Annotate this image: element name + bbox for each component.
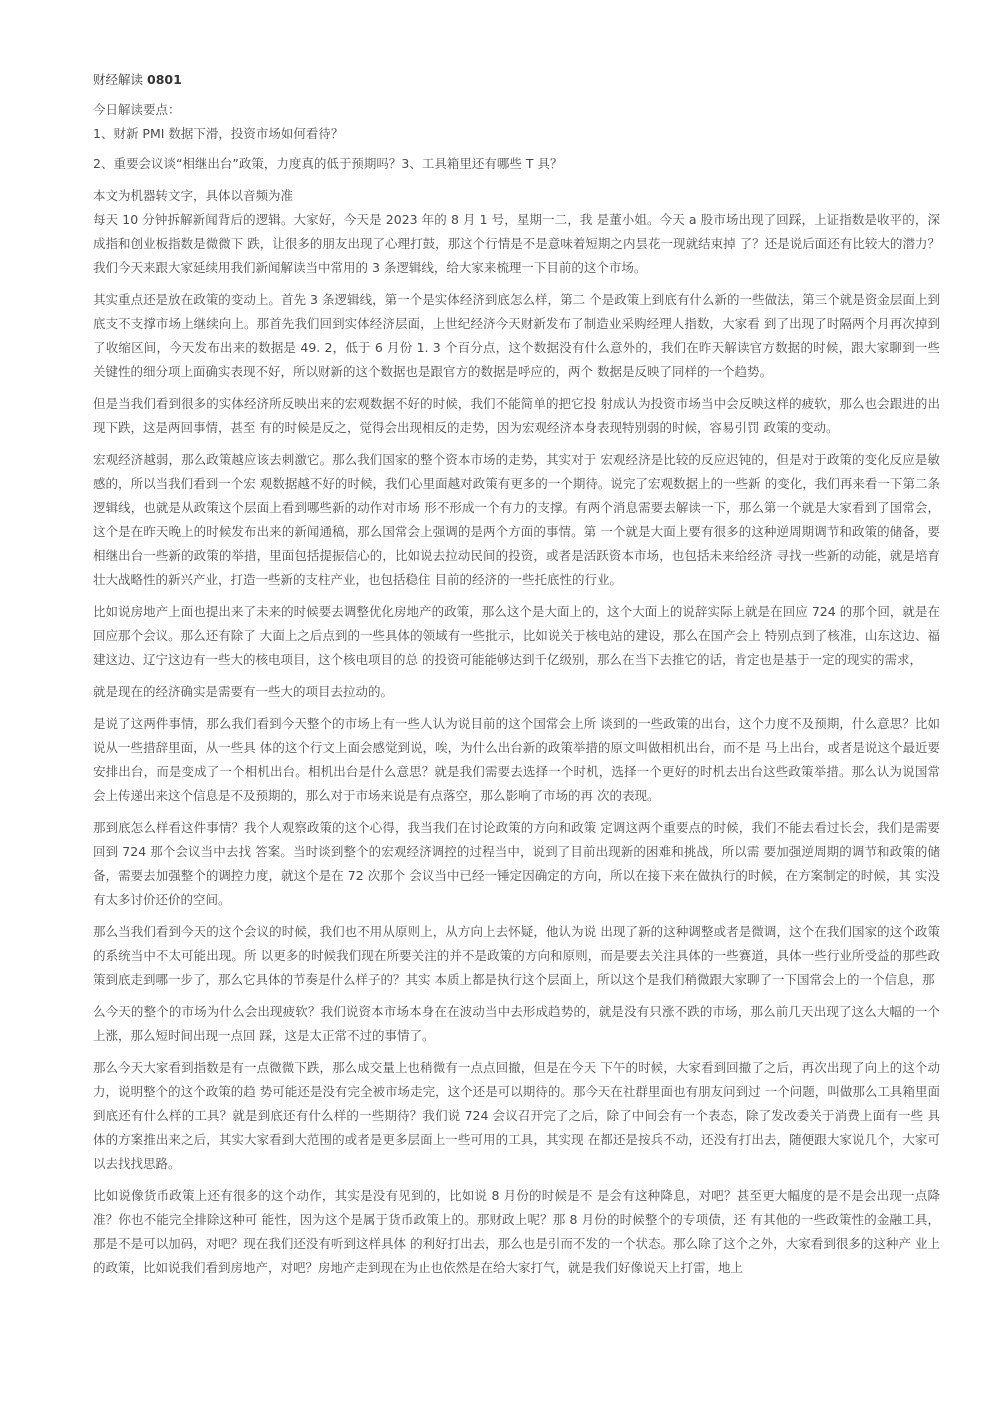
paragraph: 比如说房地产上面也提出来了未来的时候要去调整优化房地产的政策，那么这个是大面上的，这个大面上的说辞实际上就是在回应 724 的那个回，就是在回应那个会议。那么还有除了 大面上之后点到的一些具体的领域有一些批示，比如说关于核电站的建设，那么在国产会上 特别点到了核准，山东这边、福建这边、辽宁这边有一些大的核电项目，这个核电项目的总 的投资可能能够达到千亿级别，那么在当下去推它的话，肯定也是基于一定的现实的需求， (93, 604, 940, 667)
paragraph: 那么当我们看到今天的这个会议的时候，我们也不用从原则上，从方向上去怀疑，他认为说 出现了新的这种调整或者是微调，这个在我们国家的这个政策的系统当中不太可能出现。所 以更多的时候我们现在所要关注的并不是政策的方向和原则，而是要去关注具体的一些赛道，具体一些行业所受益的那些政策到底走到哪一步了，那么它具体的节奏是什么样子的？其实 本质上都是执行这个层面上，所以这个是我们稍微跟大家聊了一下国常会上的一个信息，那 (93, 924, 940, 987)
paragraph: 就是现在的经济确实是需要有一些大的项目去拉动的。 (93, 684, 394, 699)
title-prefix: 财经解读 (93, 72, 144, 87)
key-points-heading: 今日解读要点： (93, 102, 181, 117)
key-points (93, 98, 940, 176)
paragraph: 每天 10 分钟拆解新闻背后的逻辑。大家好，今天是 2023 年的 8 月 1 号，星期一二，我 是董小姐。今天 a 股市场出现了回踩，上证指数是收平的，深成指和创业板指数是微微下 跌，让很多的朋友出现了心理打鼓，那这个行情是不是意味着短期之内昙花一现就结束掉 了？还是说后面还有比较大的潜力？我们今天来跟大家延续用我们新闻解读当中常用的 3 条逻辑线，给大家来梳理一下目前的这个市场。 (93, 212, 940, 275)
paragraph: 那么今天大家看到指数是有一点微微下跌，那么成交量上也稍微有一点点回撤，但是在今天 下午的时候，大家看到回撤了之后，再次出现了向上的这个动力，说明整个的这个政策的趋 势可能还是没有完全被市场走完，这个还是可以期待的。那今天在社群里面也有朋友问到过 一个问题，叫做那么工具箱里面到底还有什么样的工具？就是到底还有什么样的一些期待？我们说 724 会议召开完了之后，除了中间会有一个表态，除了发改委关于消费上面有一些 具体的方案推出来之后，其实大家看到大范围的或者是更多层面上一些可用的工具，其实现 在都还是按兵不动，还没有打出去，随便跟大家说几个，大家可以去找找思路。 (93, 1060, 940, 1171)
key-point: 2、重要会议谈“相继出台”政策，力度真的低于预期吗？3、工具箱里还有哪些 T 具？ (93, 156, 563, 171)
title-number: 0801 (147, 72, 182, 87)
paragraph: 但是当我们看到很多的实体经济所反映出来的宏观数据不好的时候，我们不能简单的把它投 射成认为投资市场当中会反映这样的疲软，那么也会跟进的出现下跌，这是两回事情，甚至 有的时候是反之，觉得会出现相反的走势，因为宏观经济本身表现特别弱的时候，容易引罚 政策的变动。 (93, 396, 940, 435)
key-point: 1、财新 PMI 数据下滑，投资市场如何看待？ (93, 126, 344, 141)
article-body (93, 208, 940, 1280)
paragraph: 那到底怎么样看这件事情？我个人观察政策的这个心得，我当我们在讨论政策的方向和政策 定调这两个重要点的时候，我们不能去看过长会，我们是需要回到 724 那个会议当中去找 答案。当时谈到整个的宏观经济调控的过程当中，说到了目前出现新的困难和挑战，所以需 要加强逆周期的调节和政策的储备，需要去加强整个的调控力度，就这个是在 72 次那个 会议当中已经一锤定因确定的方向，所以在接下来在做执行的时候，在方案制定的时候，其 实没有太多讨价还价的空间。 (93, 820, 940, 907)
paragraph: 宏观经济越弱，那么政策越应该去刺激它。那么我们国家的整个资本市场的走势，其实对于 宏观经济是比较的反应迟钝的，但是对于政策的变化反应是敏感的，所以当我们看到一个宏 观数据越不好的时候，我们心里面越对政策有更多的一个期待。说完了宏观数据上的一些新 的变化，我们再来看一下第二条逻辑线，也就是从政策这个层面上看到哪些新的动作对市场 形不形成一个有力的支撑。有两个消息需要去解读一下，那么第一个就是大家看到了国常会，这个是在昨天晚上的时候发布出来的新闻通稿，那么国常会上强调的是两个方面的事情。第 一个就是大面上要有很多的这种逆周期调节和政策的储备，要相继出台一些新的政策的举措，里面包括提振信心的，比如说去拉动民间的投资，或者是活跃资本市场，也包括未来给经济 寻找一些新的动能，就是培育壮大战略性的新兴产业，打造一些新的支柱产业，也包括稳住 目前的经济的一些托底性的行业。 (93, 452, 940, 587)
transcription-note: 本文为机器转文字，具体以音频为准 (93, 188, 294, 203)
paragraph: 比如说像货币政策上还有很多的这个动作，其实是没有见到的，比如说 8 月份的时候是不 是会有这种降息，对吧？甚至更大幅度的是不是会出现一点降准？你也不能完全排除这种可 能性，因为这个是属于货币政策上的。那财政上呢？那 8 月份的时候整个的专项债，还 有其他的一些政策性的金融工具，那是不是可以加码，对吧？现在我们还没有听到这样具体 的利好打出去，那么也是引而不发的一个状态。那么除了这个之外，大家看到很多的这种产 业上的政策，比如说我们看到房地产，对吧？房地产走到现在为止也依然是在给大家打气，就是我们好像说天上打雷，地上 (93, 1188, 940, 1275)
document-title (93, 70, 940, 90)
paragraph: 其实重点还是放在政策的变动上。首先 3 条逻辑线，第一个是实体经济到底怎么样，第二 个是政策上到底有什么新的一些做法，第三个就是资金层面上到底支不支撑市场上继续向上。那首先我们回到实体经济层面，上世纪经济今天财新发布了制造业采购经理人指数，大家看 到了出现了时隔两个月再次掉到了收缩区间，今天发布出来的数据是 49. 2，低于 6 月份 1. 3 个百分点，这个数据没有什么意外的，我们在昨天解读官方数据的时候，跟大家聊到一些 关键性的细分项上面确实表现不好，所以财新的这个数据也是跟官方的数据是呼应的，两个 数据是反映了同样的一个趋势。 (93, 292, 940, 379)
paragraph: 么今天的整个的市场为什么会出现疲软？我们说资本市场本身在在波动当中去形成趋势的，就是没有只涨不跌的市场，那么前几天出现了这么大幅的一个上涨，那么短时间出现一点回 踩，这是太正常不过的事情了。 (93, 1004, 940, 1043)
paragraph: 是说了这两件事情，那么我们看到今天整个的市场上有一些人认为说目前的这个国常会上所 谈到的一些政策的出台，这个力度不及预期，什么意思？比如说从一些措辞里面，从一些具 体的这个行文上面会感觉到说，唉，为什么出台新的政策举措的原文叫做相机出台，而不是 马上出台，或者是说这个最近要安排出台，而是变成了一个相机出台。相机出台是什么意思？就是我们需要去选择一个时机，选择一个更好的时机去出台这些政策举措。那么认为说国常 会上传递出来这个信息是不及预期的，那么对于市场来说是有点落空，那么影响了市场的再 次的表现。 (93, 716, 940, 803)
